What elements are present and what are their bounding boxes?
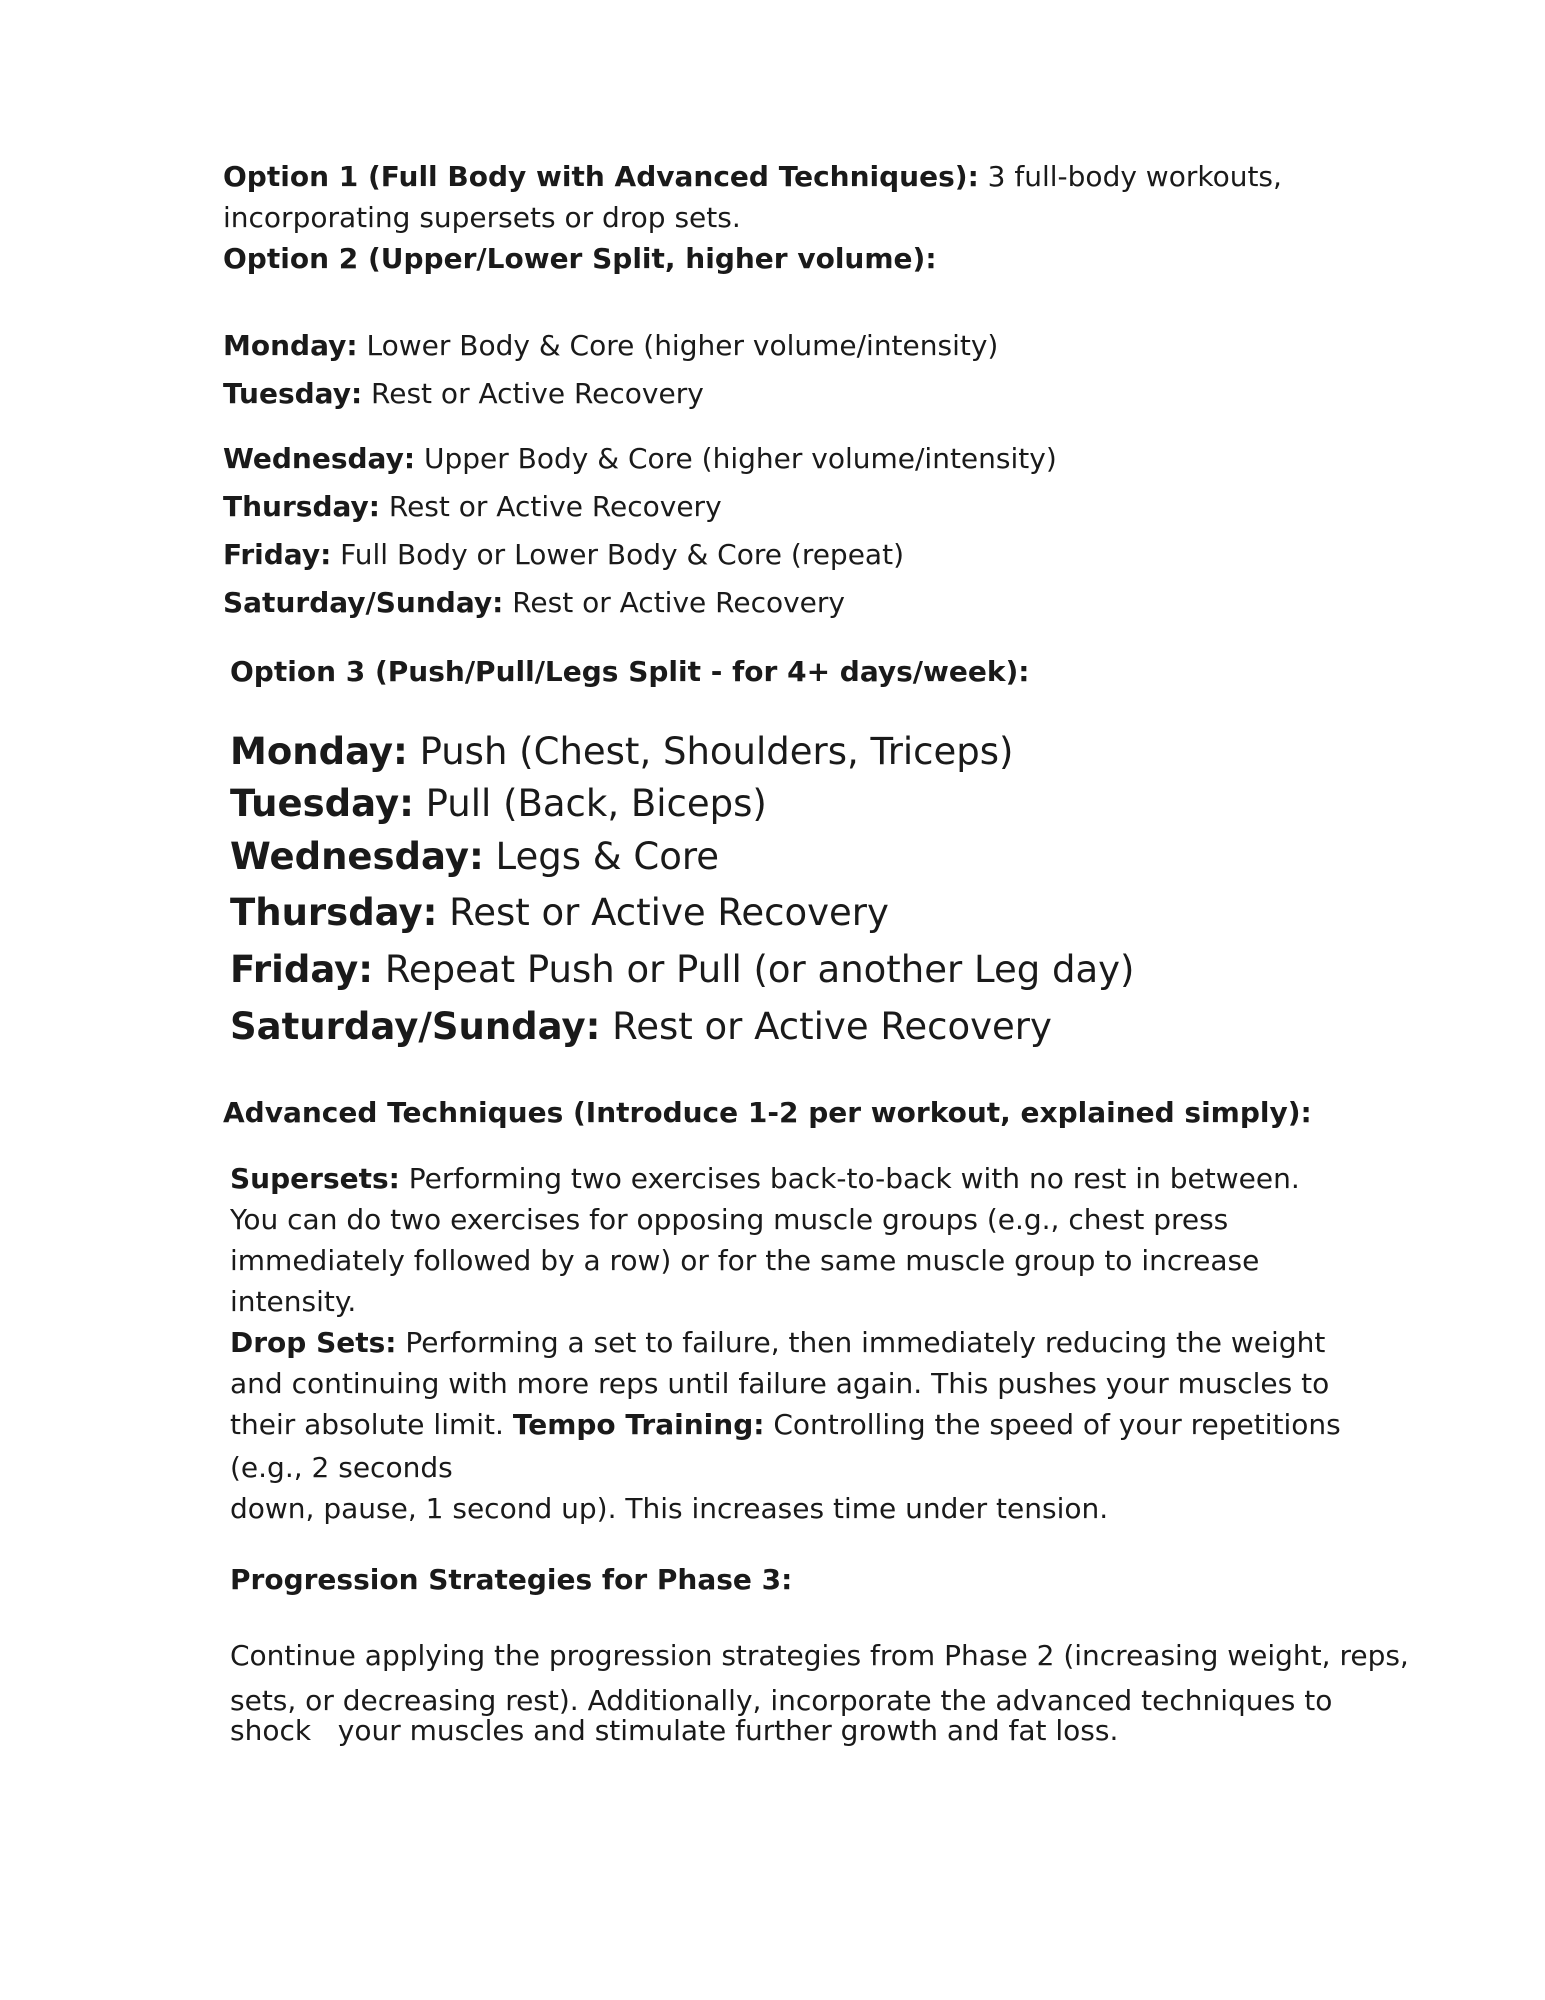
dropsets-line1: Drop Sets: Performing a set to failure, then immediately reducing the weight <box>230 1326 1326 1359</box>
option3-row-thursday: Thursday: Rest or Active Recovery <box>230 891 889 934</box>
option2-row-tuesday: Tuesday: Rest or Active Recovery <box>223 377 704 410</box>
option2-row-friday: Friday: Full Body or Lower Body & Core (repeat) <box>223 538 904 571</box>
tempo-line3: down, pause, 1 second up). This increases time under tension. <box>230 1492 1109 1525</box>
option1-line1 <box>223 160 1282 193</box>
option2-row-monday: Monday: Lower Body & Core (higher volume/intensity) <box>223 329 999 362</box>
supersets-line2: You can do two exercises for opposing muscle groups (e.g., chest press <box>230 1203 1229 1236</box>
supersets-term: Supersets: <box>230 1162 400 1195</box>
option2-heading: Option 2 (Upper/Lower Split, higher volume): <box>223 242 937 275</box>
option2-row-weekend: Saturday/Sunday: Rest or Active Recovery <box>223 586 845 619</box>
option1-desc: 3 full-body workouts, <box>978 160 1282 193</box>
progression-line2: sets, or decreasing rest). Additionally, incorporate the advanced techniques to <box>230 1684 1333 1717</box>
progression-line3: shock your muscles and stimulate further growth and fat loss. <box>230 1714 1119 1747</box>
option3-heading: Option 3 (Push/Pull/Legs Split - for 4+ days/week): <box>230 655 1030 688</box>
progression-line1: Continue applying the progression strategies from Phase 2 (increasing weight, reps, <box>230 1639 1409 1672</box>
option3-row-tuesday: Tuesday: Pull (Back, Biceps) <box>230 782 767 825</box>
option3-row-monday: Monday: Push (Chest, Shoulders, Triceps) <box>230 730 1014 773</box>
dropsets-tempo-line: their absolute limit. Tempo Training: Controlling the speed of your repetitions <box>230 1408 1341 1441</box>
dropsets-line2: and continuing with more reps until failure again. This pushes your muscles to <box>230 1367 1330 1400</box>
tempo-term: Tempo Training: <box>512 1408 765 1441</box>
option3-row-friday: Friday: Repeat Push or Pull (or another Leg day) <box>230 948 1135 991</box>
supersets-line3: immediately followed by a row) or for the same muscle group to increase <box>230 1244 1260 1277</box>
option1-desc-line2: incorporating supersets or drop sets. <box>223 201 741 234</box>
tempo-line2: (e.g., 2 seconds <box>230 1451 453 1484</box>
supersets-line1: Supersets: Performing two exercises back-to-back with no rest in between. <box>230 1162 1300 1195</box>
progression-heading: Progression Strategies for Phase 3: <box>230 1563 793 1596</box>
option2-row-thursday: Thursday: Rest or Active Recovery <box>223 490 722 523</box>
option1-heading: Option 1 (Full Body with Advanced Techniques): <box>223 160 979 193</box>
advanced-heading: Advanced Techniques (Introduce 1-2 per workout, explained simply): <box>223 1096 1312 1129</box>
option3-row-wednesday: Wednesday: Legs & Core <box>230 835 720 878</box>
option2-row-wednesday: Wednesday: Upper Body & Core (higher volume/intensity) <box>223 442 1057 475</box>
supersets-line4: intensity. <box>230 1285 357 1318</box>
dropsets-term: Drop Sets: <box>230 1326 397 1359</box>
option3-row-weekend: Saturday/Sunday: Rest or Active Recovery <box>230 1005 1052 1048</box>
